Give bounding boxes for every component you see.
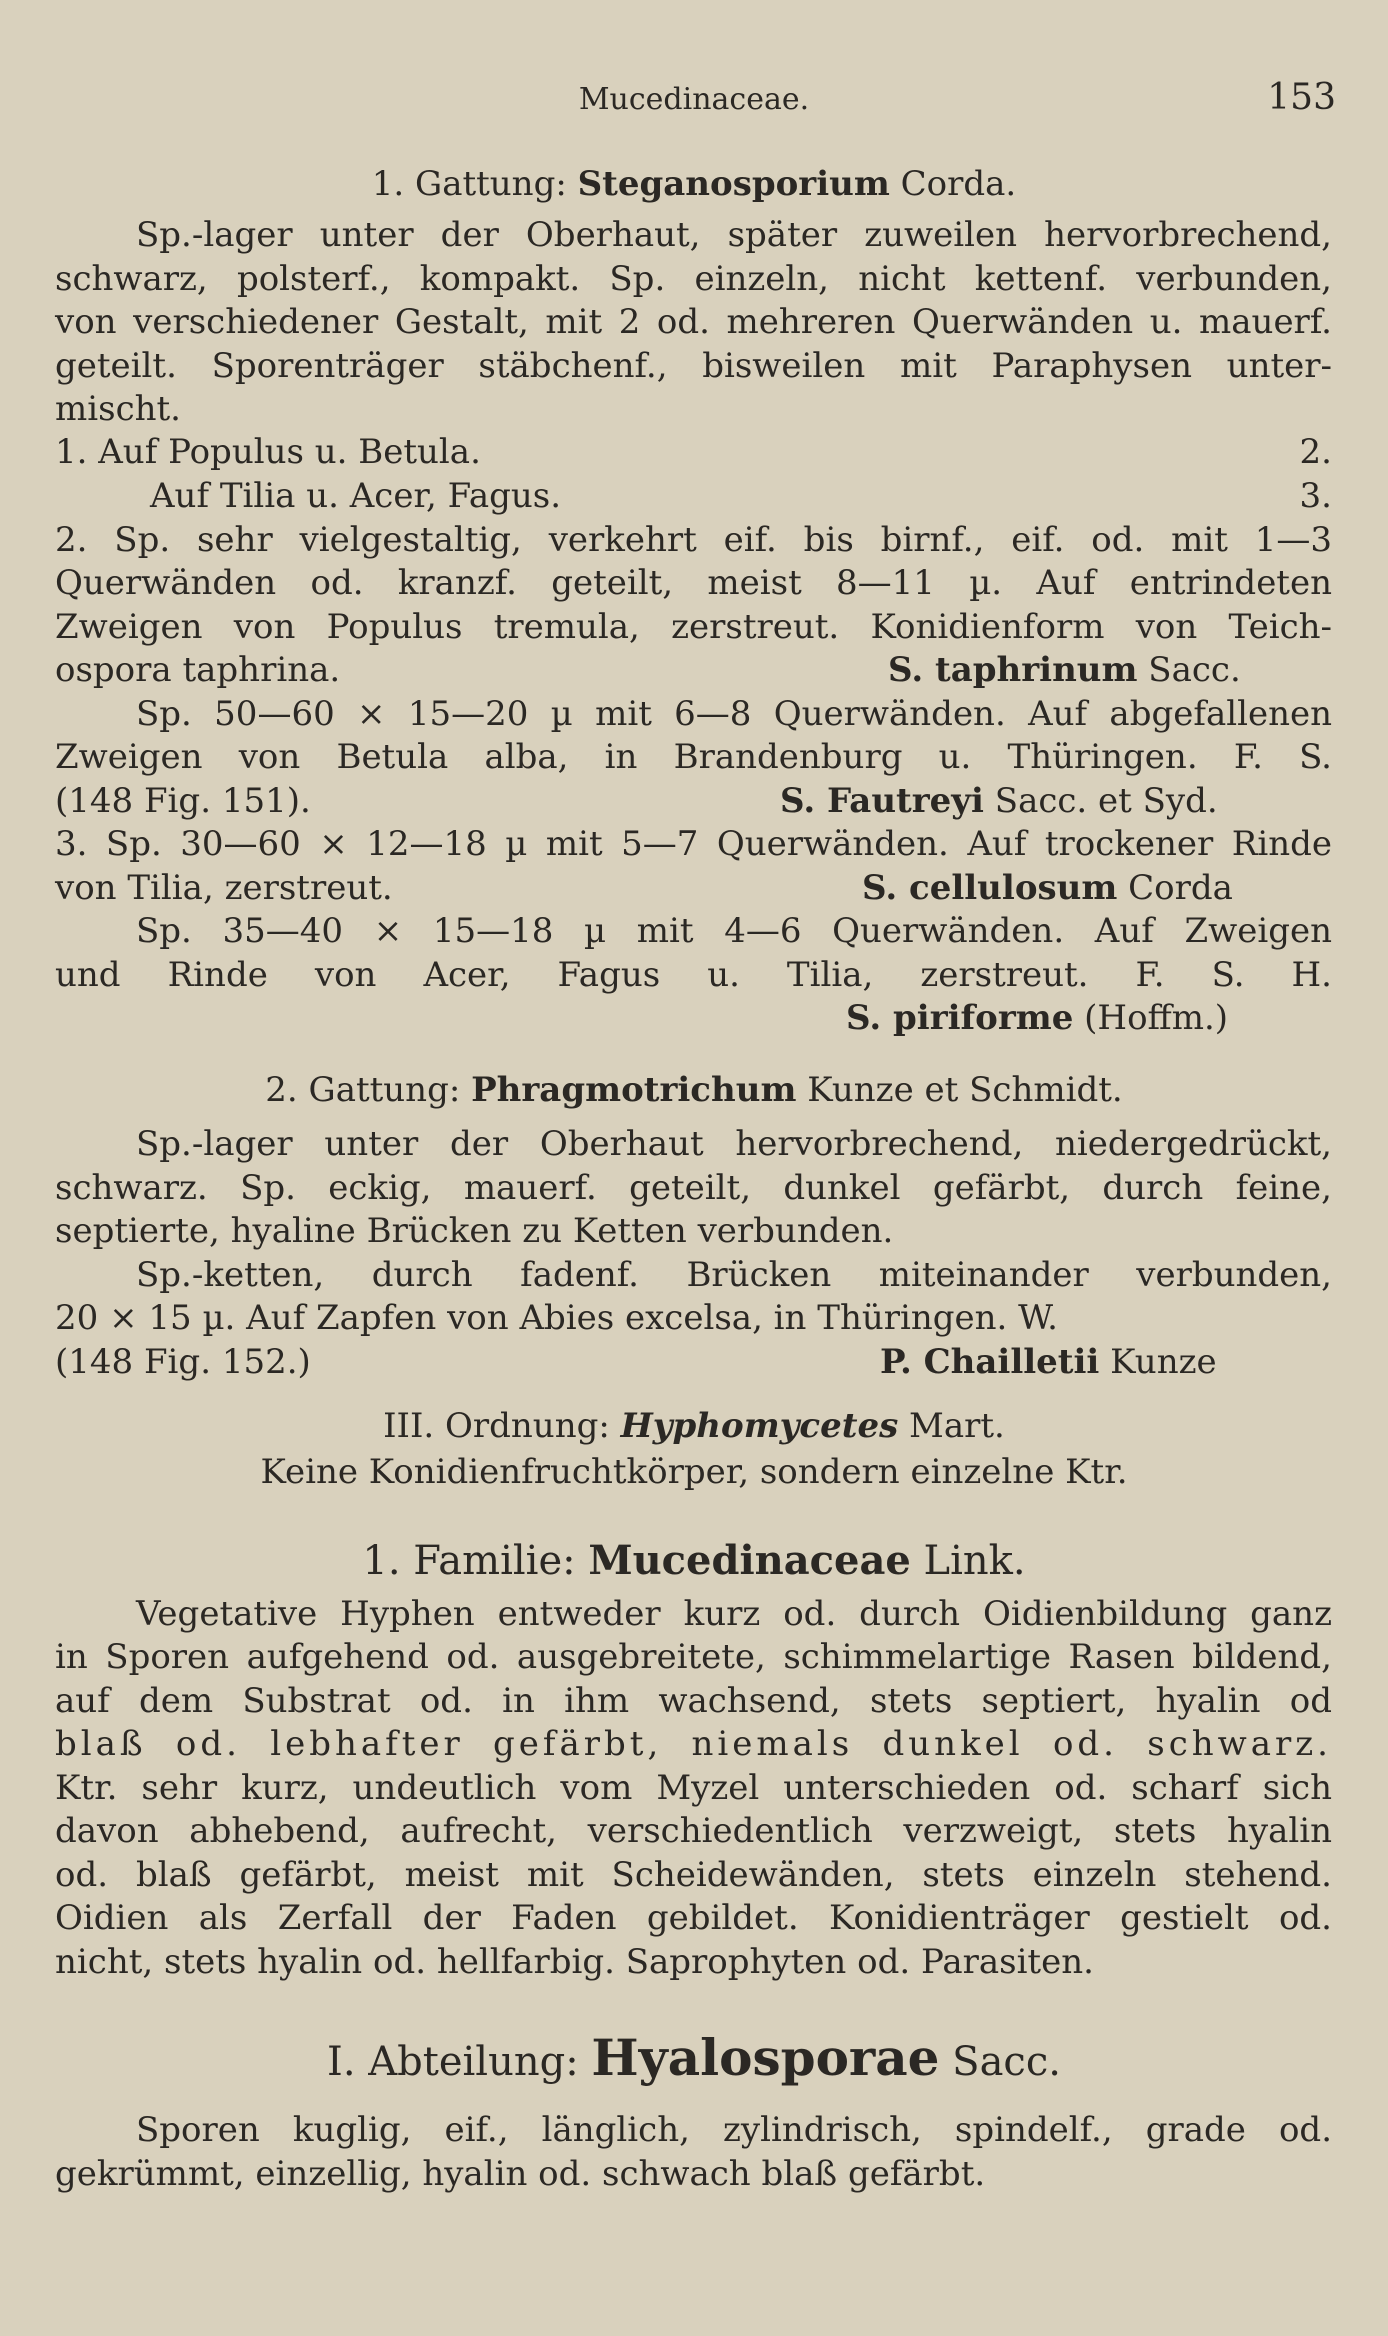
genus1-line-7: Zweigen von Betula alba, in Brandenburg u. Thüringen. F. S. xyxy=(55,737,1332,777)
family-line-9: nicht, stets hyalin od. hellfarbig. Saprophyten od. Parasiten. xyxy=(55,1942,1094,1982)
species-author: Kunze xyxy=(1099,1342,1217,1382)
genus1-key2-line-2: Querwänden od. kranzf. geteilt, meist 8—11 µ. Auf entrindeten xyxy=(55,563,1332,603)
species-author: Sacc. et Syd. xyxy=(983,781,1218,821)
division-name: Hyalosporae xyxy=(591,2028,940,2087)
genus-heading-phragmotrichum xyxy=(0,1068,1388,1112)
genus1-line-5: mischt. xyxy=(55,389,181,429)
family-line-2: in Sporen aufgehend od. ausgebreitete, schimmelartige Rasen bildend, xyxy=(55,1637,1332,1677)
genus2-line-4: Sp.-ketten, durch fadenf. Brücken miteinander verbunden, xyxy=(136,1255,1332,1295)
order-author: Mart. xyxy=(898,1406,1005,1446)
running-title: Mucedinaceae. xyxy=(578,82,810,117)
division-prefix: I. Abteilung: xyxy=(327,2039,592,2085)
order-prefix: III. Ordnung: xyxy=(383,1406,621,1446)
family-line-5: Ktr. sehr kurz, undeutlich vom Myzel unterschieden od. scharf sich xyxy=(55,1768,1332,1808)
genus1-line-4: geteilt. Sporenträger stäbchenf., bisweilen mit Paraphysen unter- xyxy=(55,346,1332,386)
genus1-line-1: Sp.-lager unter der Oberhaut, später zuweilen hervorbrechend, xyxy=(136,215,1332,255)
family-line-6: davon abhebend, aufrecht, verschiedentlich verzweigt, stets hyalin xyxy=(55,1811,1332,1851)
genus1-line-8: Sp. 35—40 × 15—18 µ mit 4—6 Querwänden. Auf Zweigen xyxy=(136,911,1332,951)
species-chailletii xyxy=(880,1340,1217,1384)
genus-author: Kunze et Schmidt. xyxy=(796,1070,1123,1110)
species-fautreyi xyxy=(780,779,1218,823)
species-taphrinum xyxy=(888,648,1241,692)
species-name: S. cellulosum xyxy=(862,868,1118,908)
genus-heading-steganosporium xyxy=(0,162,1388,206)
genus1-key3-line: 3. Sp. 30—60 × 12—18 µ mit 5—7 Querwänden. Auf trockener Rinde xyxy=(55,824,1332,864)
key-1a-number: 2. xyxy=(1299,432,1332,472)
species-author: Corda xyxy=(1117,868,1233,908)
genus1-line-2: schwarz, polsterf., kompakt. Sp. einzeln, nicht kettenf. verbunden, xyxy=(55,259,1332,299)
species1-prefix: ospora taphrina. xyxy=(55,650,341,690)
species3-prefix: von Tilia, zerstreut. xyxy=(55,868,393,908)
species-piriforme xyxy=(846,996,1228,1040)
genus1-line-3: von verschiedener Gestalt, mit 2 od. mehreren Querwänden u. mauerf. xyxy=(55,302,1332,342)
order-subtitle: Keine Konidienfruchtkörper, sondern einzelne Ktr. xyxy=(260,1452,1128,1492)
family-heading xyxy=(0,1536,1388,1586)
genus-author: Corda. xyxy=(889,164,1017,204)
genus-name: Steganosporium xyxy=(577,164,890,204)
species-name: S. taphrinum xyxy=(888,650,1138,690)
page-number: 153 xyxy=(1267,77,1336,118)
family-line-1: Vegetative Hyphen entweder kurz od. durch Oidienbildung ganz xyxy=(136,1594,1332,1634)
heading-prefix: 1. Gattung: xyxy=(371,164,578,204)
species-cellulosum xyxy=(862,866,1233,910)
species-author: (Hoffm.) xyxy=(1073,998,1229,1038)
key-1b: Auf Tilia u. Acer, Fagus. xyxy=(150,476,562,516)
family-author: Link. xyxy=(910,1538,1026,1584)
species2-prefix: (148 Fig. 151). xyxy=(55,781,311,821)
species-name: S. Fautreyi xyxy=(780,781,984,821)
order-heading xyxy=(0,1404,1388,1448)
family-prefix: 1. Familie: xyxy=(362,1538,589,1584)
genus1-line-9: und Rinde von Acer, Fagus u. Tilia, zerstreut. F. S. H. xyxy=(55,955,1332,995)
division-author: Sacc. xyxy=(939,2039,1061,2085)
genus2-line-1: Sp.-lager unter der Oberhaut hervorbrechend, niedergedrückt, xyxy=(136,1124,1332,1164)
family-name: Mucedinaceae xyxy=(588,1537,911,1584)
division-line-1: Sporen kuglig, eif., länglich, zylindrisch, spindelf., grade od. xyxy=(136,2110,1332,2150)
family-line-3: auf dem Substrat od. in ihm wachsend, stets septiert, hyalin od xyxy=(55,1681,1332,1721)
genus2-line-3: septierte, hyaline Brücken zu Ketten verbunden. xyxy=(55,1211,894,1251)
species-name: P. Chailletii xyxy=(880,1342,1100,1382)
key-1a: 1. Auf Populus u. Betula. xyxy=(55,432,481,472)
genus2-line-2: schwarz. Sp. eckig, mauerf. geteilt, dunkel gefärbt, durch feine, xyxy=(55,1168,1332,1208)
division-line-2: gekrümmt, einzellig, hyalin od. schwach blaß gefärbt. xyxy=(55,2154,986,2194)
heading-prefix: 2. Gattung: xyxy=(265,1070,472,1110)
family-line-8: Oidien als Zerfall der Faden gebildet. Konidienträger gestielt od. xyxy=(55,1898,1332,1938)
genus1-line-6: Sp. 50—60 × 15—20 µ mit 6—8 Querwänden. Auf abgefallenen xyxy=(136,694,1332,734)
species-name: S. piriforme xyxy=(846,998,1074,1038)
genus1-key2-line-1: 2. Sp. sehr vielgestaltig, verkehrt eif. bis birnf., eif. od. mit 1—3 xyxy=(55,520,1332,560)
key-1b-number: 3. xyxy=(1299,476,1332,516)
genus2-line-5: 20 × 15 µ. Auf Zapfen von Abies excelsa, in Thüringen. W. xyxy=(55,1298,1058,1338)
division-heading xyxy=(0,2030,1388,2090)
genus1-key2-line-3: Zweigen von Populus tremula, zerstreut. Konidienform von Teich- xyxy=(55,607,1332,647)
order-name: Hyphomycetes xyxy=(620,1406,899,1446)
family-line-7: od. blaß gefärbt, meist mit Scheidewänden, stets einzeln stehend. xyxy=(55,1855,1332,1895)
family-line-4: blaß od. lebhafter gefärbt, niemals dunkel od. schwarz. xyxy=(55,1724,1332,1764)
species-prefix: (148 Fig. 152.) xyxy=(55,1342,311,1382)
genus-name: Phragmotrichum xyxy=(471,1070,797,1110)
species-author: Sacc. xyxy=(1137,650,1241,690)
